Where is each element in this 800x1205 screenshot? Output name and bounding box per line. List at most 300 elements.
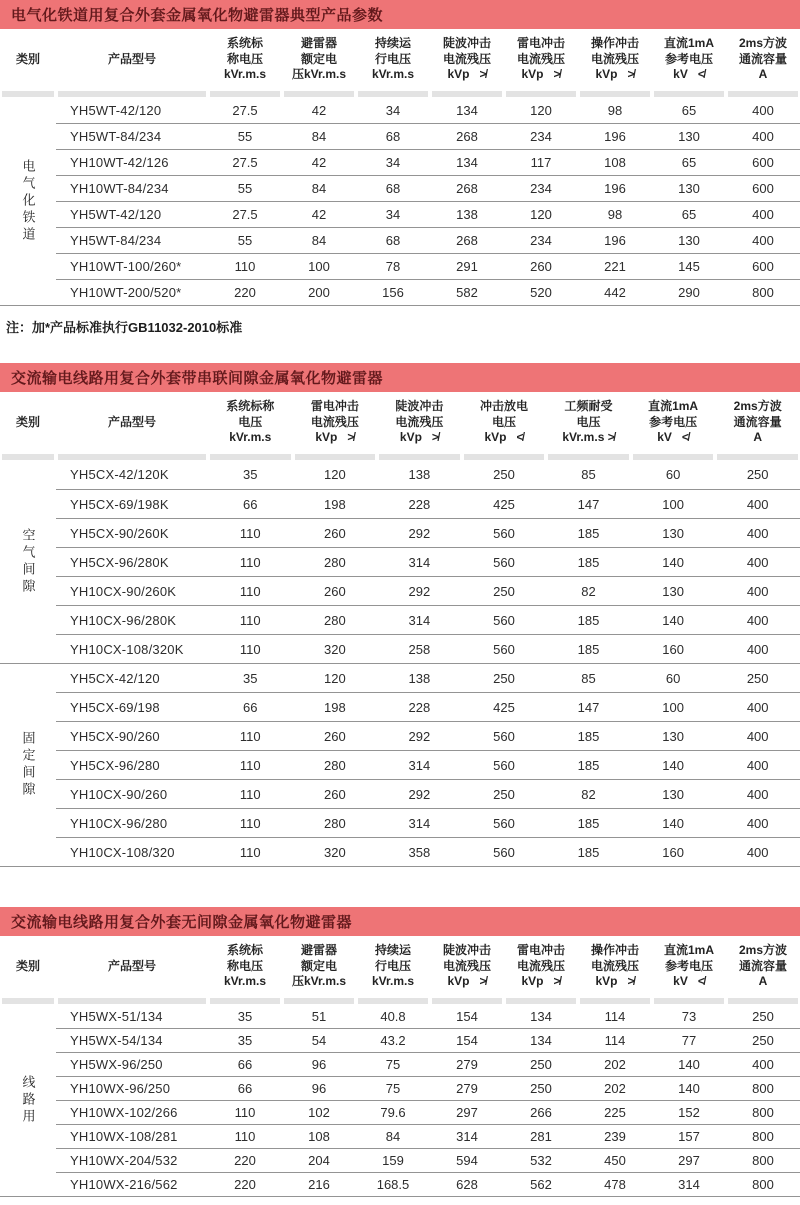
- spec-value: 225: [578, 1101, 652, 1125]
- spec-value: 140: [631, 751, 716, 780]
- product-model: YH10WT-200/520*: [56, 280, 208, 306]
- separator-cell: [0, 998, 56, 1005]
- spec-value: 102: [282, 1101, 356, 1125]
- spec-value: 198: [293, 490, 378, 519]
- header-line: kVp ≯: [447, 974, 487, 988]
- separator-bar: [284, 91, 354, 97]
- spec-value: 196: [578, 176, 652, 202]
- header-line: 电压: [576, 414, 601, 429]
- spec-value: 35: [208, 664, 293, 693]
- product-model: YH10CX-108/320: [56, 838, 208, 867]
- spec-column-header: [652, 29, 726, 91]
- table-row: [0, 254, 800, 280]
- header-line: 电流残压: [442, 958, 491, 973]
- spec-value: 159: [356, 1149, 430, 1173]
- spec-column-header: [293, 392, 378, 454]
- gapped-arrester-table-section: [0, 363, 800, 867]
- table-row: [0, 461, 800, 490]
- spec-value: 110: [208, 1101, 282, 1125]
- category-column-header: 类别: [15, 958, 40, 973]
- spec-value: 250: [462, 461, 547, 490]
- table-row: [0, 1077, 800, 1101]
- spec-value: 268: [430, 124, 504, 150]
- spec-value: 442: [578, 280, 652, 306]
- spec-value: 110: [208, 254, 282, 280]
- spec-value: 130: [652, 228, 726, 254]
- spec-value: 185: [546, 548, 631, 577]
- spec-value: 800: [726, 1101, 800, 1125]
- spec-value: 400: [715, 577, 800, 606]
- table-row: [0, 809, 800, 838]
- header-line: kVr.m.s: [223, 67, 267, 81]
- header-line: 行电压: [374, 51, 411, 66]
- spec-value: 800: [726, 1125, 800, 1149]
- separator-cell: [0, 91, 56, 98]
- spec-value: 42: [282, 150, 356, 176]
- product-model: YH5CX-90/260K: [56, 519, 208, 548]
- spec-value: 234: [504, 176, 578, 202]
- header-line: 操作冲击: [590, 36, 639, 50]
- spec-value: 134: [504, 1005, 578, 1029]
- spec-value: 279: [430, 1053, 504, 1077]
- spec-value: 400: [715, 780, 800, 809]
- spec-value: 314: [377, 751, 462, 780]
- spec-value: 134: [504, 1029, 578, 1053]
- spec-value: 320: [293, 635, 378, 664]
- spec-value: 110: [208, 635, 293, 664]
- separator-cell: [631, 454, 716, 461]
- spec-value: 110: [208, 1125, 282, 1149]
- header-separator-row: [0, 998, 800, 1005]
- spec-value: 594: [430, 1149, 504, 1173]
- product-model: YH10CX-96/280K: [56, 606, 208, 635]
- spec-value: 400: [715, 751, 800, 780]
- header-line: 行电压: [374, 958, 411, 973]
- separator-cell: [208, 91, 282, 98]
- header-line: 电流残压: [442, 51, 491, 66]
- separator-cell: [56, 91, 208, 98]
- spec-value: 40.8: [356, 1005, 430, 1029]
- spec-value: 43.2: [356, 1029, 430, 1053]
- header-line: kVr.m.s: [371, 974, 415, 988]
- table-header: [0, 29, 800, 98]
- spec-value: 400: [715, 722, 800, 751]
- header-line: 额定电: [300, 51, 337, 66]
- table-row: [0, 176, 800, 202]
- separator-cell: [356, 91, 430, 98]
- spec-column-header: [430, 29, 504, 91]
- separator-cell: [56, 998, 208, 1005]
- spec-value: 185: [546, 809, 631, 838]
- spec-value: 202: [578, 1053, 652, 1077]
- spec-value: 138: [377, 664, 462, 693]
- separator-bar: [464, 454, 545, 460]
- product-model: YH5CX-42/120K: [56, 461, 208, 490]
- spec-value: 168.5: [356, 1173, 430, 1197]
- spec-value: 110: [208, 780, 293, 809]
- spec-value: 35: [208, 1029, 282, 1053]
- spec-value: 266: [504, 1101, 578, 1125]
- separator-cell: [430, 998, 504, 1005]
- spec-value: 84: [282, 124, 356, 150]
- railway-spec-table: [0, 29, 800, 306]
- spec-value: 140: [652, 1077, 726, 1101]
- spec-value: 55: [208, 228, 282, 254]
- spec-value: 156: [356, 280, 430, 306]
- header-line: 系统标: [226, 36, 263, 50]
- spec-value: 65: [652, 98, 726, 124]
- spec-value: 234: [504, 228, 578, 254]
- table-row: [0, 150, 800, 176]
- spec-value: 400: [715, 838, 800, 867]
- separator-cell: [504, 91, 578, 98]
- header-line: 2ms方波: [738, 943, 788, 957]
- table-row: [0, 1149, 800, 1173]
- separator-bar: [2, 454, 54, 460]
- table-row: [0, 490, 800, 519]
- spec-value: 400: [726, 202, 800, 228]
- separator-cell: [578, 998, 652, 1005]
- spec-value: 320: [293, 838, 378, 867]
- spec-value: 60: [631, 461, 716, 490]
- section-title-bar: [0, 363, 800, 392]
- spec-value: 110: [208, 548, 293, 577]
- spec-value: 75: [356, 1053, 430, 1077]
- spec-value: 268: [430, 228, 504, 254]
- spec-value: 75: [356, 1077, 430, 1101]
- spec-value: 314: [430, 1125, 504, 1149]
- spec-value: 84: [356, 1125, 430, 1149]
- spec-column-header: [282, 29, 356, 91]
- spec-value: 117: [504, 150, 578, 176]
- product-model: YH5CX-42/120: [56, 664, 208, 693]
- spec-value: 108: [282, 1125, 356, 1149]
- header-line: 通流容量: [738, 51, 787, 66]
- product-model: YH10WX-216/562: [56, 1173, 208, 1197]
- header-line: 系统标称: [226, 399, 275, 413]
- category-cell: [0, 461, 56, 664]
- header-line: 雷电冲击: [516, 36, 565, 50]
- spec-value: 160: [631, 838, 716, 867]
- spec-value: 260: [293, 722, 378, 751]
- spec-column-header: [377, 392, 462, 454]
- spec-value: 582: [430, 280, 504, 306]
- product-model: YH5CX-96/280: [56, 751, 208, 780]
- spec-value: 42: [282, 202, 356, 228]
- separator-bar: [633, 454, 714, 460]
- product-model: YH5WT-42/120: [56, 202, 208, 228]
- spec-value: 560: [462, 606, 547, 635]
- spec-value: 560: [462, 838, 547, 867]
- spec-value: 560: [462, 809, 547, 838]
- header-line: 电流残压: [516, 958, 565, 973]
- separator-cell: [208, 998, 282, 1005]
- header-line: 陡波冲击: [442, 36, 491, 50]
- spec-value: 260: [293, 780, 378, 809]
- railway-table-section: [0, 0, 800, 336]
- table-row: [0, 693, 800, 722]
- spec-value: 600: [726, 176, 800, 202]
- spec-value: 68: [356, 124, 430, 150]
- separator-bar: [358, 998, 428, 1004]
- spec-column-header: [208, 29, 282, 91]
- header-line: kVp ≯: [521, 974, 561, 988]
- spec-column-header: [578, 29, 652, 91]
- table-row: [0, 519, 800, 548]
- separator-cell: [282, 91, 356, 98]
- separator-cell: [430, 91, 504, 98]
- spec-value: 110: [208, 809, 293, 838]
- header-line: 2ms方波: [738, 36, 788, 50]
- header-line: 冲击放电: [479, 399, 528, 413]
- spec-value: 234: [504, 124, 578, 150]
- product-model: YH10CX-96/280: [56, 809, 208, 838]
- spec-value: 140: [631, 606, 716, 635]
- header-line: 称电压: [226, 958, 263, 973]
- header-line: 2ms方波: [733, 399, 782, 413]
- spec-value: 800: [726, 1077, 800, 1101]
- spec-value: 260: [293, 519, 378, 548]
- spec-column-header: [726, 29, 800, 91]
- gapless-spec-table: [0, 936, 800, 1197]
- separator-bar: [210, 454, 291, 460]
- spec-value: 280: [293, 751, 378, 780]
- header-line: kV ≮: [673, 974, 705, 988]
- gapped-spec-table: [0, 392, 800, 867]
- spec-value: 291: [430, 254, 504, 280]
- header-line: 雷电冲击: [310, 399, 359, 413]
- spec-value: 450: [578, 1149, 652, 1173]
- spec-value: 250: [715, 664, 800, 693]
- header-row: [0, 29, 800, 91]
- spec-value: 96: [282, 1053, 356, 1077]
- table-row: [0, 635, 800, 664]
- table-row: [0, 1125, 800, 1149]
- spec-value: 138: [430, 202, 504, 228]
- spec-value: 196: [578, 124, 652, 150]
- spec-value: 51: [282, 1005, 356, 1029]
- table-row: [0, 780, 800, 809]
- spec-value: 292: [377, 722, 462, 751]
- product-model: YH5WX-96/250: [56, 1053, 208, 1077]
- header-line: kVp ≯: [521, 67, 561, 81]
- header-line: A: [758, 67, 768, 81]
- product-model: YH10CX-108/320K: [56, 635, 208, 664]
- spec-value: 220: [208, 1173, 282, 1197]
- product-model: YH10WX-204/532: [56, 1149, 208, 1173]
- table-row: [0, 664, 800, 693]
- header-line: kVr.m.s: [223, 974, 267, 988]
- spec-value: 147: [546, 693, 631, 722]
- spec-column-header: [726, 936, 800, 998]
- separator-cell: [208, 454, 293, 461]
- header-line: 避雷器: [300, 36, 337, 50]
- spec-value: 110: [208, 838, 293, 867]
- spec-value: 82: [546, 577, 631, 606]
- header-line: 参考电压: [649, 414, 698, 429]
- header-line: kVp ≯: [595, 974, 635, 988]
- spec-value: 145: [652, 254, 726, 280]
- spec-value: 98: [578, 98, 652, 124]
- category-cell: [0, 664, 56, 867]
- table-note: 注：加*产品标准执行GB11032-2010标准: [6, 320, 243, 335]
- product-model: YH5WX-51/134: [56, 1005, 208, 1029]
- separator-cell: [377, 454, 462, 461]
- table-row: [0, 751, 800, 780]
- spec-value: 268: [430, 176, 504, 202]
- spec-value: 314: [377, 548, 462, 577]
- spec-value: 250: [504, 1077, 578, 1101]
- separator-bar: [358, 91, 428, 97]
- spec-value: 290: [652, 280, 726, 306]
- separator-cell: [504, 998, 578, 1005]
- spec-value: 400: [715, 548, 800, 577]
- header-line: 参考电压: [664, 958, 713, 973]
- spec-value: 120: [504, 202, 578, 228]
- header-line: 持续运: [374, 943, 411, 957]
- table-row: [0, 98, 800, 124]
- product-model: YH10WX-102/266: [56, 1101, 208, 1125]
- separator-bar: [432, 998, 502, 1004]
- spec-value: 628: [430, 1173, 504, 1197]
- spec-value: 130: [631, 577, 716, 606]
- category-column-header: 类别: [15, 414, 40, 429]
- spec-column-header: [462, 392, 547, 454]
- category-label: 固定间隙: [20, 731, 36, 799]
- spec-value: 560: [462, 722, 547, 751]
- spec-value: 220: [208, 280, 282, 306]
- separator-cell: [293, 454, 378, 461]
- spec-value: 130: [652, 124, 726, 150]
- spec-value: 100: [282, 254, 356, 280]
- spec-value: 314: [377, 606, 462, 635]
- spec-value: 55: [208, 176, 282, 202]
- table-row: [0, 722, 800, 751]
- spec-value: 66: [208, 1053, 282, 1077]
- product-model: YH10WX-108/281: [56, 1125, 208, 1149]
- separator-bar: [2, 91, 54, 97]
- spec-value: 85: [546, 461, 631, 490]
- separator-cell: [282, 998, 356, 1005]
- spec-value: 520: [504, 280, 578, 306]
- model-column-header: 产品型号: [107, 414, 156, 429]
- spec-value: 114: [578, 1029, 652, 1053]
- separator-cell: [462, 454, 547, 461]
- header-line: 电流残压: [590, 51, 639, 66]
- spec-column-header: [504, 29, 578, 91]
- spec-value: 110: [208, 519, 293, 548]
- spec-value: 221: [578, 254, 652, 280]
- spec-value: 152: [652, 1101, 726, 1125]
- header-line: kVp ≯: [447, 67, 487, 81]
- product-model: YH5WT-84/234: [56, 228, 208, 254]
- section-title-bar: [0, 907, 800, 936]
- spec-value: 138: [377, 461, 462, 490]
- section-title: 交流输电线路用复合外套带串联间隙金属氧化物避雷器: [11, 370, 384, 387]
- spec-value: 77: [652, 1029, 726, 1053]
- spec-column-header: [652, 936, 726, 998]
- spec-value: 216: [282, 1173, 356, 1197]
- spec-value: 114: [578, 1005, 652, 1029]
- header-line: 直流1mA: [663, 943, 714, 957]
- header-line: 陡波冲击: [395, 399, 444, 413]
- separator-cell: [715, 454, 800, 461]
- spec-value: 800: [726, 1149, 800, 1173]
- spec-value: 185: [546, 722, 631, 751]
- header-line: 直流1mA: [663, 36, 714, 50]
- header-line: kVp ≯: [315, 430, 355, 444]
- spec-value: 147: [546, 490, 631, 519]
- spec-value: 400: [726, 124, 800, 150]
- spec-value: 27.5: [208, 202, 282, 228]
- table-body: [0, 98, 800, 306]
- spec-value: 140: [631, 548, 716, 577]
- spec-value: 60: [631, 664, 716, 693]
- separator-bar: [580, 91, 650, 97]
- separator-cell: [578, 91, 652, 98]
- header-line: kVp ≯: [595, 67, 635, 81]
- spec-value: 532: [504, 1149, 578, 1173]
- spec-value: 250: [726, 1029, 800, 1053]
- header-line: 电流残压: [590, 958, 639, 973]
- spec-value: 478: [578, 1173, 652, 1197]
- spec-value: 85: [546, 664, 631, 693]
- category-label: 电气化铁道: [20, 158, 36, 244]
- table-row: [0, 1101, 800, 1125]
- spec-value: 27.5: [208, 150, 282, 176]
- spec-value: 279: [430, 1077, 504, 1101]
- table-row: [0, 124, 800, 150]
- spec-column-header: [356, 936, 430, 998]
- product-model: YH10WX-96/250: [56, 1077, 208, 1101]
- spec-value: 600: [726, 254, 800, 280]
- spec-value: 55: [208, 124, 282, 150]
- spec-value: 260: [504, 254, 578, 280]
- header-line: 系统标: [226, 943, 263, 957]
- spec-value: 100: [631, 490, 716, 519]
- spec-value: 425: [462, 490, 547, 519]
- header-line: 称电压: [226, 51, 263, 66]
- header-line: 通流容量: [738, 958, 787, 973]
- category-label: 空气间隙: [20, 527, 36, 596]
- spec-value: 560: [462, 548, 547, 577]
- spec-value: 202: [578, 1077, 652, 1101]
- spec-column-header: [546, 392, 631, 454]
- spec-value: 100: [631, 693, 716, 722]
- header-line: 电流残压: [395, 414, 444, 429]
- header-line: 避雷器: [300, 943, 337, 957]
- spec-value: 120: [504, 98, 578, 124]
- spec-value: 157: [652, 1125, 726, 1149]
- spec-value: 250: [715, 461, 800, 490]
- header-line: 工频耐受: [564, 399, 613, 413]
- spec-value: 66: [208, 1077, 282, 1101]
- category-cell: [0, 1005, 56, 1197]
- section-title: 交流输电线路用复合外套无间隙金属氧化物避雷器: [11, 914, 353, 931]
- separator-cell: [652, 91, 726, 98]
- separator-bar: [654, 91, 724, 97]
- table-row: [0, 1005, 800, 1029]
- spec-value: 239: [578, 1125, 652, 1149]
- spec-value: 140: [652, 1053, 726, 1077]
- header-line: 电压: [238, 414, 263, 429]
- header-line: 持续运: [374, 36, 411, 50]
- section-title: 电气化铁道用复合外套金属氧化物避雷器典型产品参数: [11, 7, 384, 24]
- table-row: [0, 228, 800, 254]
- spec-value: 42: [282, 98, 356, 124]
- spec-value: 600: [726, 150, 800, 176]
- header-line: 压kVr.m.s: [291, 67, 347, 81]
